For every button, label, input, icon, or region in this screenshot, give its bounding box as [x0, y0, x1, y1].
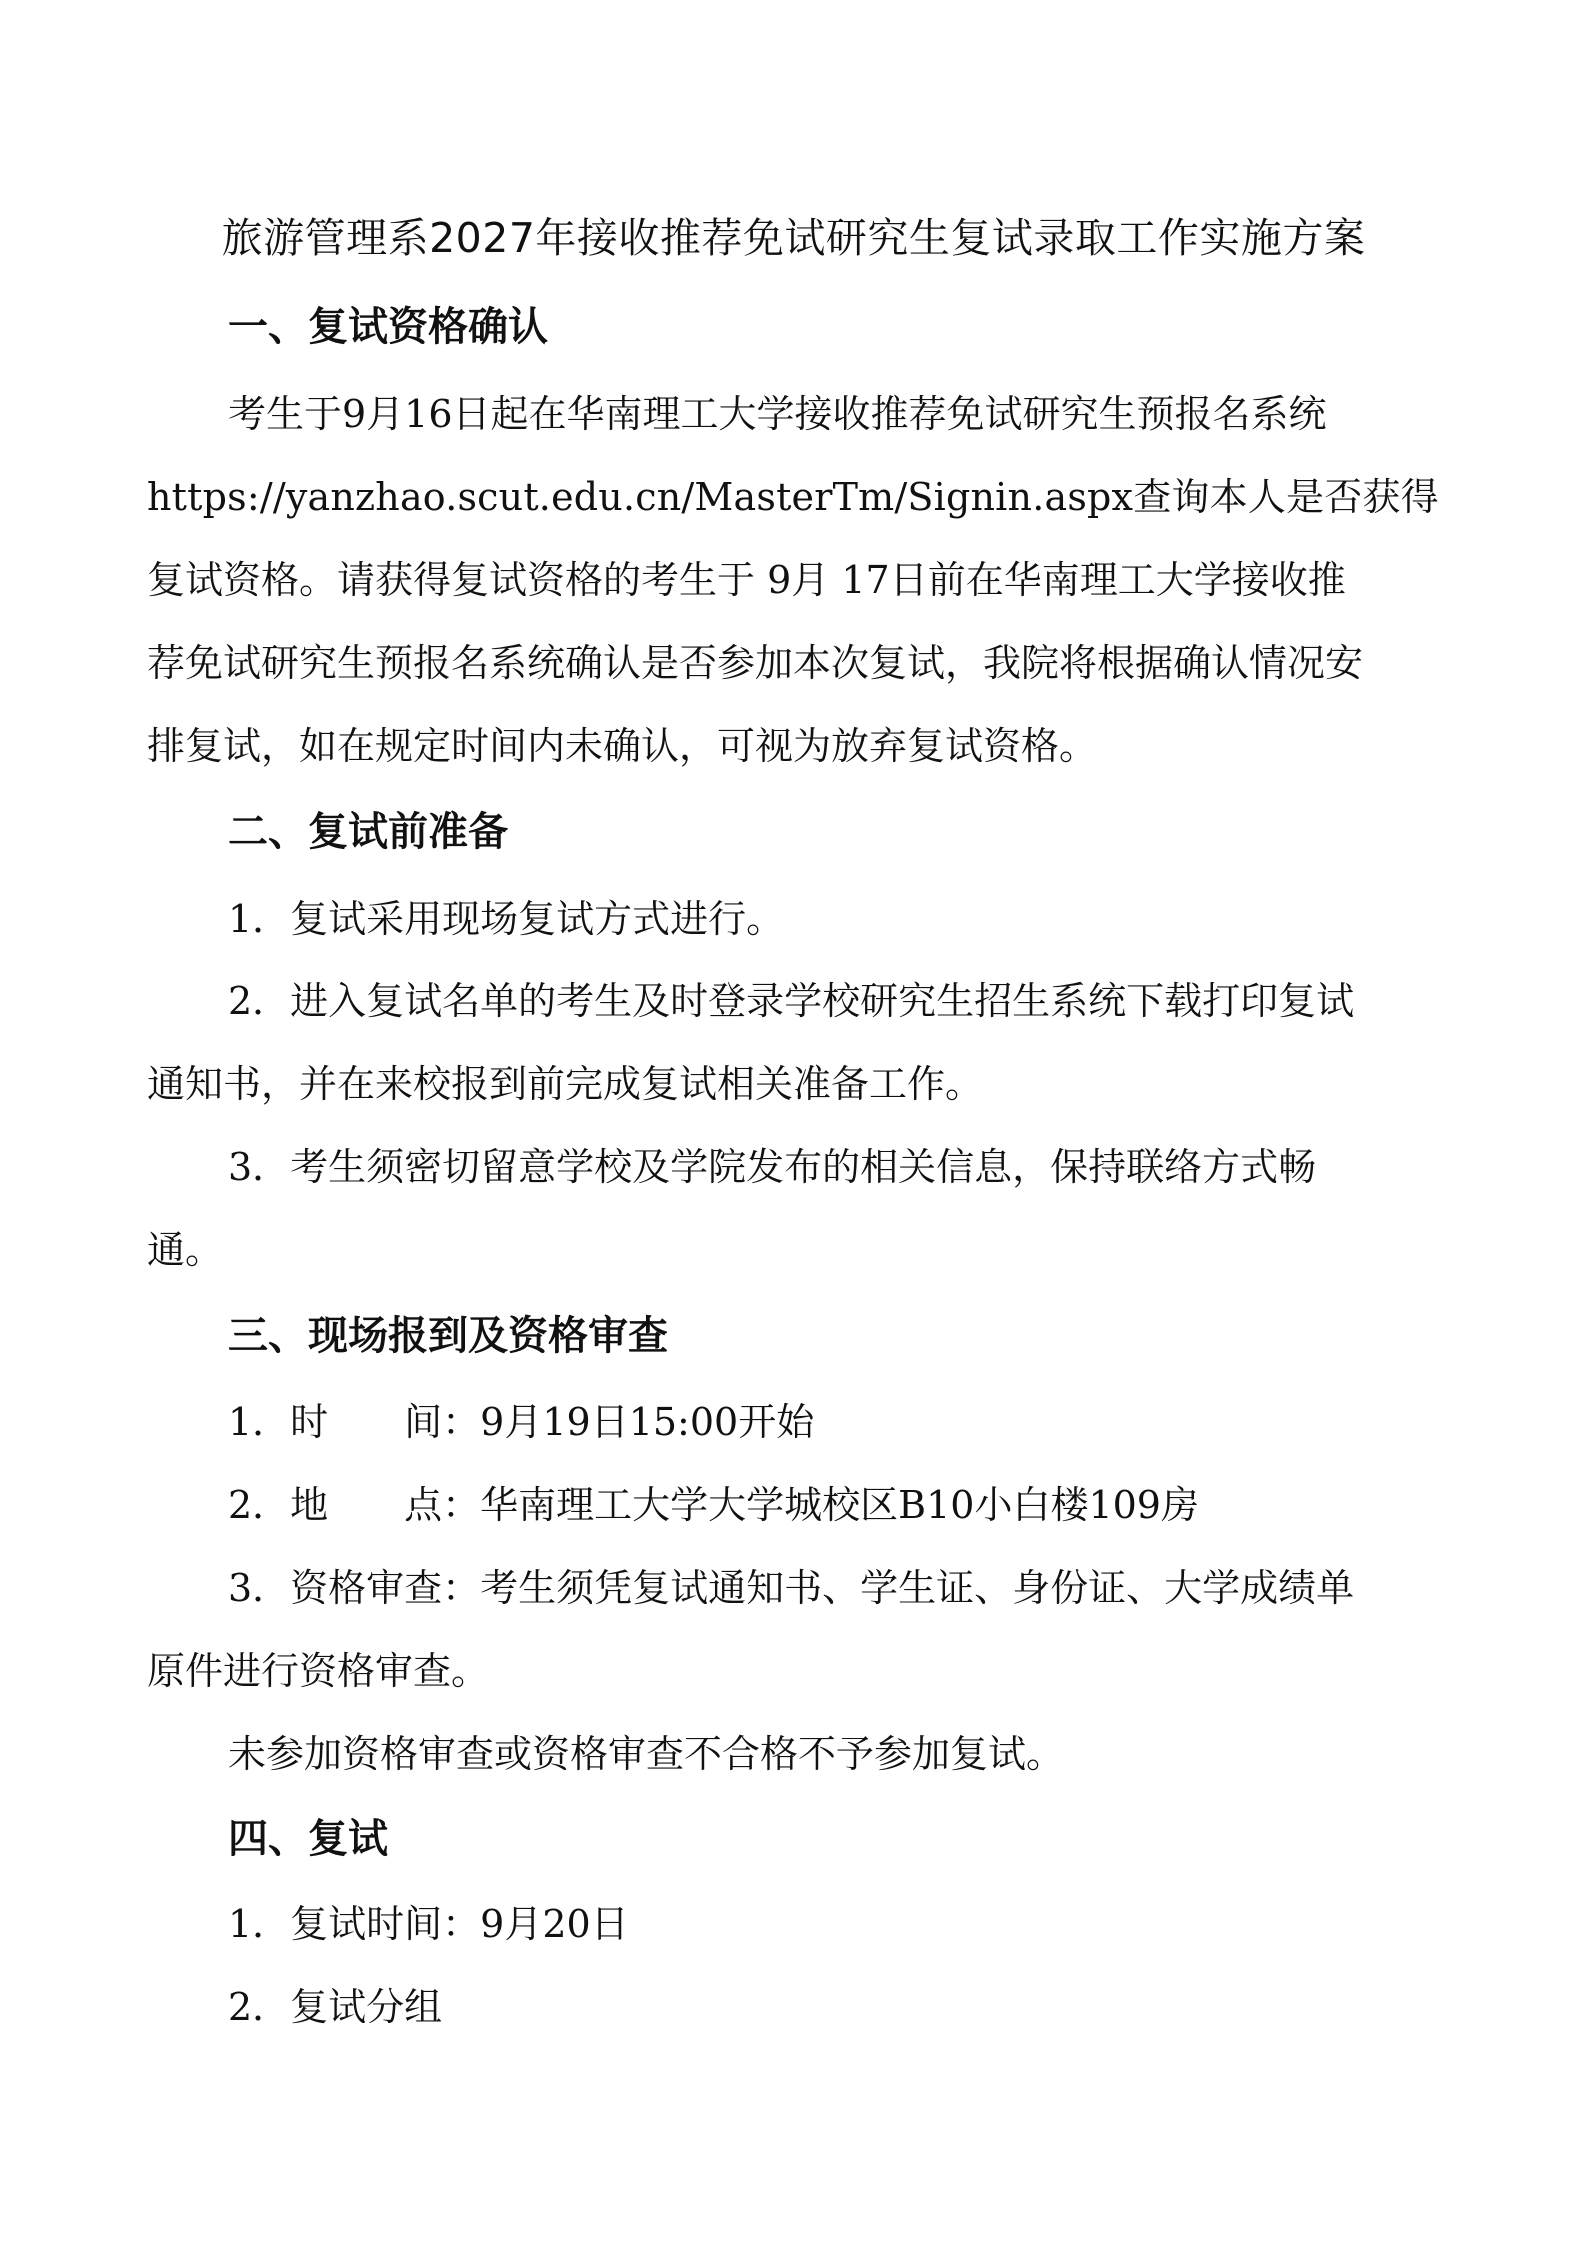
paragraph-line: 排复试，如在规定时间内未确认，可视为放弃复试资格。 [147, 724, 1098, 768]
list-item: 2．复试分组 [228, 1985, 443, 2029]
list-item: 1．复试时间：9月20日 [228, 1902, 629, 1946]
list-item: 2．进入复试名单的考生及时登录学校研究生招生系统下载打印复试 [228, 979, 1355, 1023]
list-item: 1．时 间：9月19日15:00开始 [228, 1400, 815, 1444]
list-item: 3．资格审查：考生须凭复试通知书、学生证、身份证、大学成绩单 [228, 1566, 1355, 1610]
section-heading-interview: 四、复试 [228, 1816, 388, 1862]
paragraph-line: 复试资格。请获得复试资格的考生于 9月 17日前在华南理工大学接收推 [147, 558, 1346, 602]
document-title: 旅游管理系2027年接收推荐免试研究生复试录取工作实施方案 [221, 214, 1366, 262]
section-heading-qualification: 一、复试资格确认 [228, 304, 548, 350]
note-text: 未参加资格审查或资格审查不合格不予参加复试。 [228, 1732, 1065, 1776]
list-item: 2．地 点：华南理工大学大学城校区B10小白楼109房 [228, 1483, 1199, 1527]
paragraph-line: 考生于9月16日起在华南理工大学接收推荐免试研究生预报名系统 [228, 392, 1327, 436]
section-heading-checkin: 三、现场报到及资格审查 [228, 1313, 668, 1359]
registration-url: https://yanzhao.scut.edu.cn/MasterTm/Signin.aspx查询本人是否获得 [147, 475, 1439, 519]
list-item-continuation: 原件进行资格审查。 [147, 1649, 490, 1693]
list-item-continuation: 通。 [147, 1228, 224, 1272]
list-item: 1．复试采用现场复试方式进行。 [228, 897, 785, 941]
section-heading-preparation: 二、复试前准备 [228, 809, 508, 855]
list-item-continuation: 通知书，并在来校报到前完成复试相关准备工作。 [147, 1062, 984, 1106]
paragraph-line: 荐免试研究生预报名系统确认是否参加本次复试，我院将根据确认情况安 [147, 641, 1364, 685]
list-item: 3．考生须密切留意学校及学院发布的相关信息，保持联络方式畅 [228, 1145, 1317, 1189]
